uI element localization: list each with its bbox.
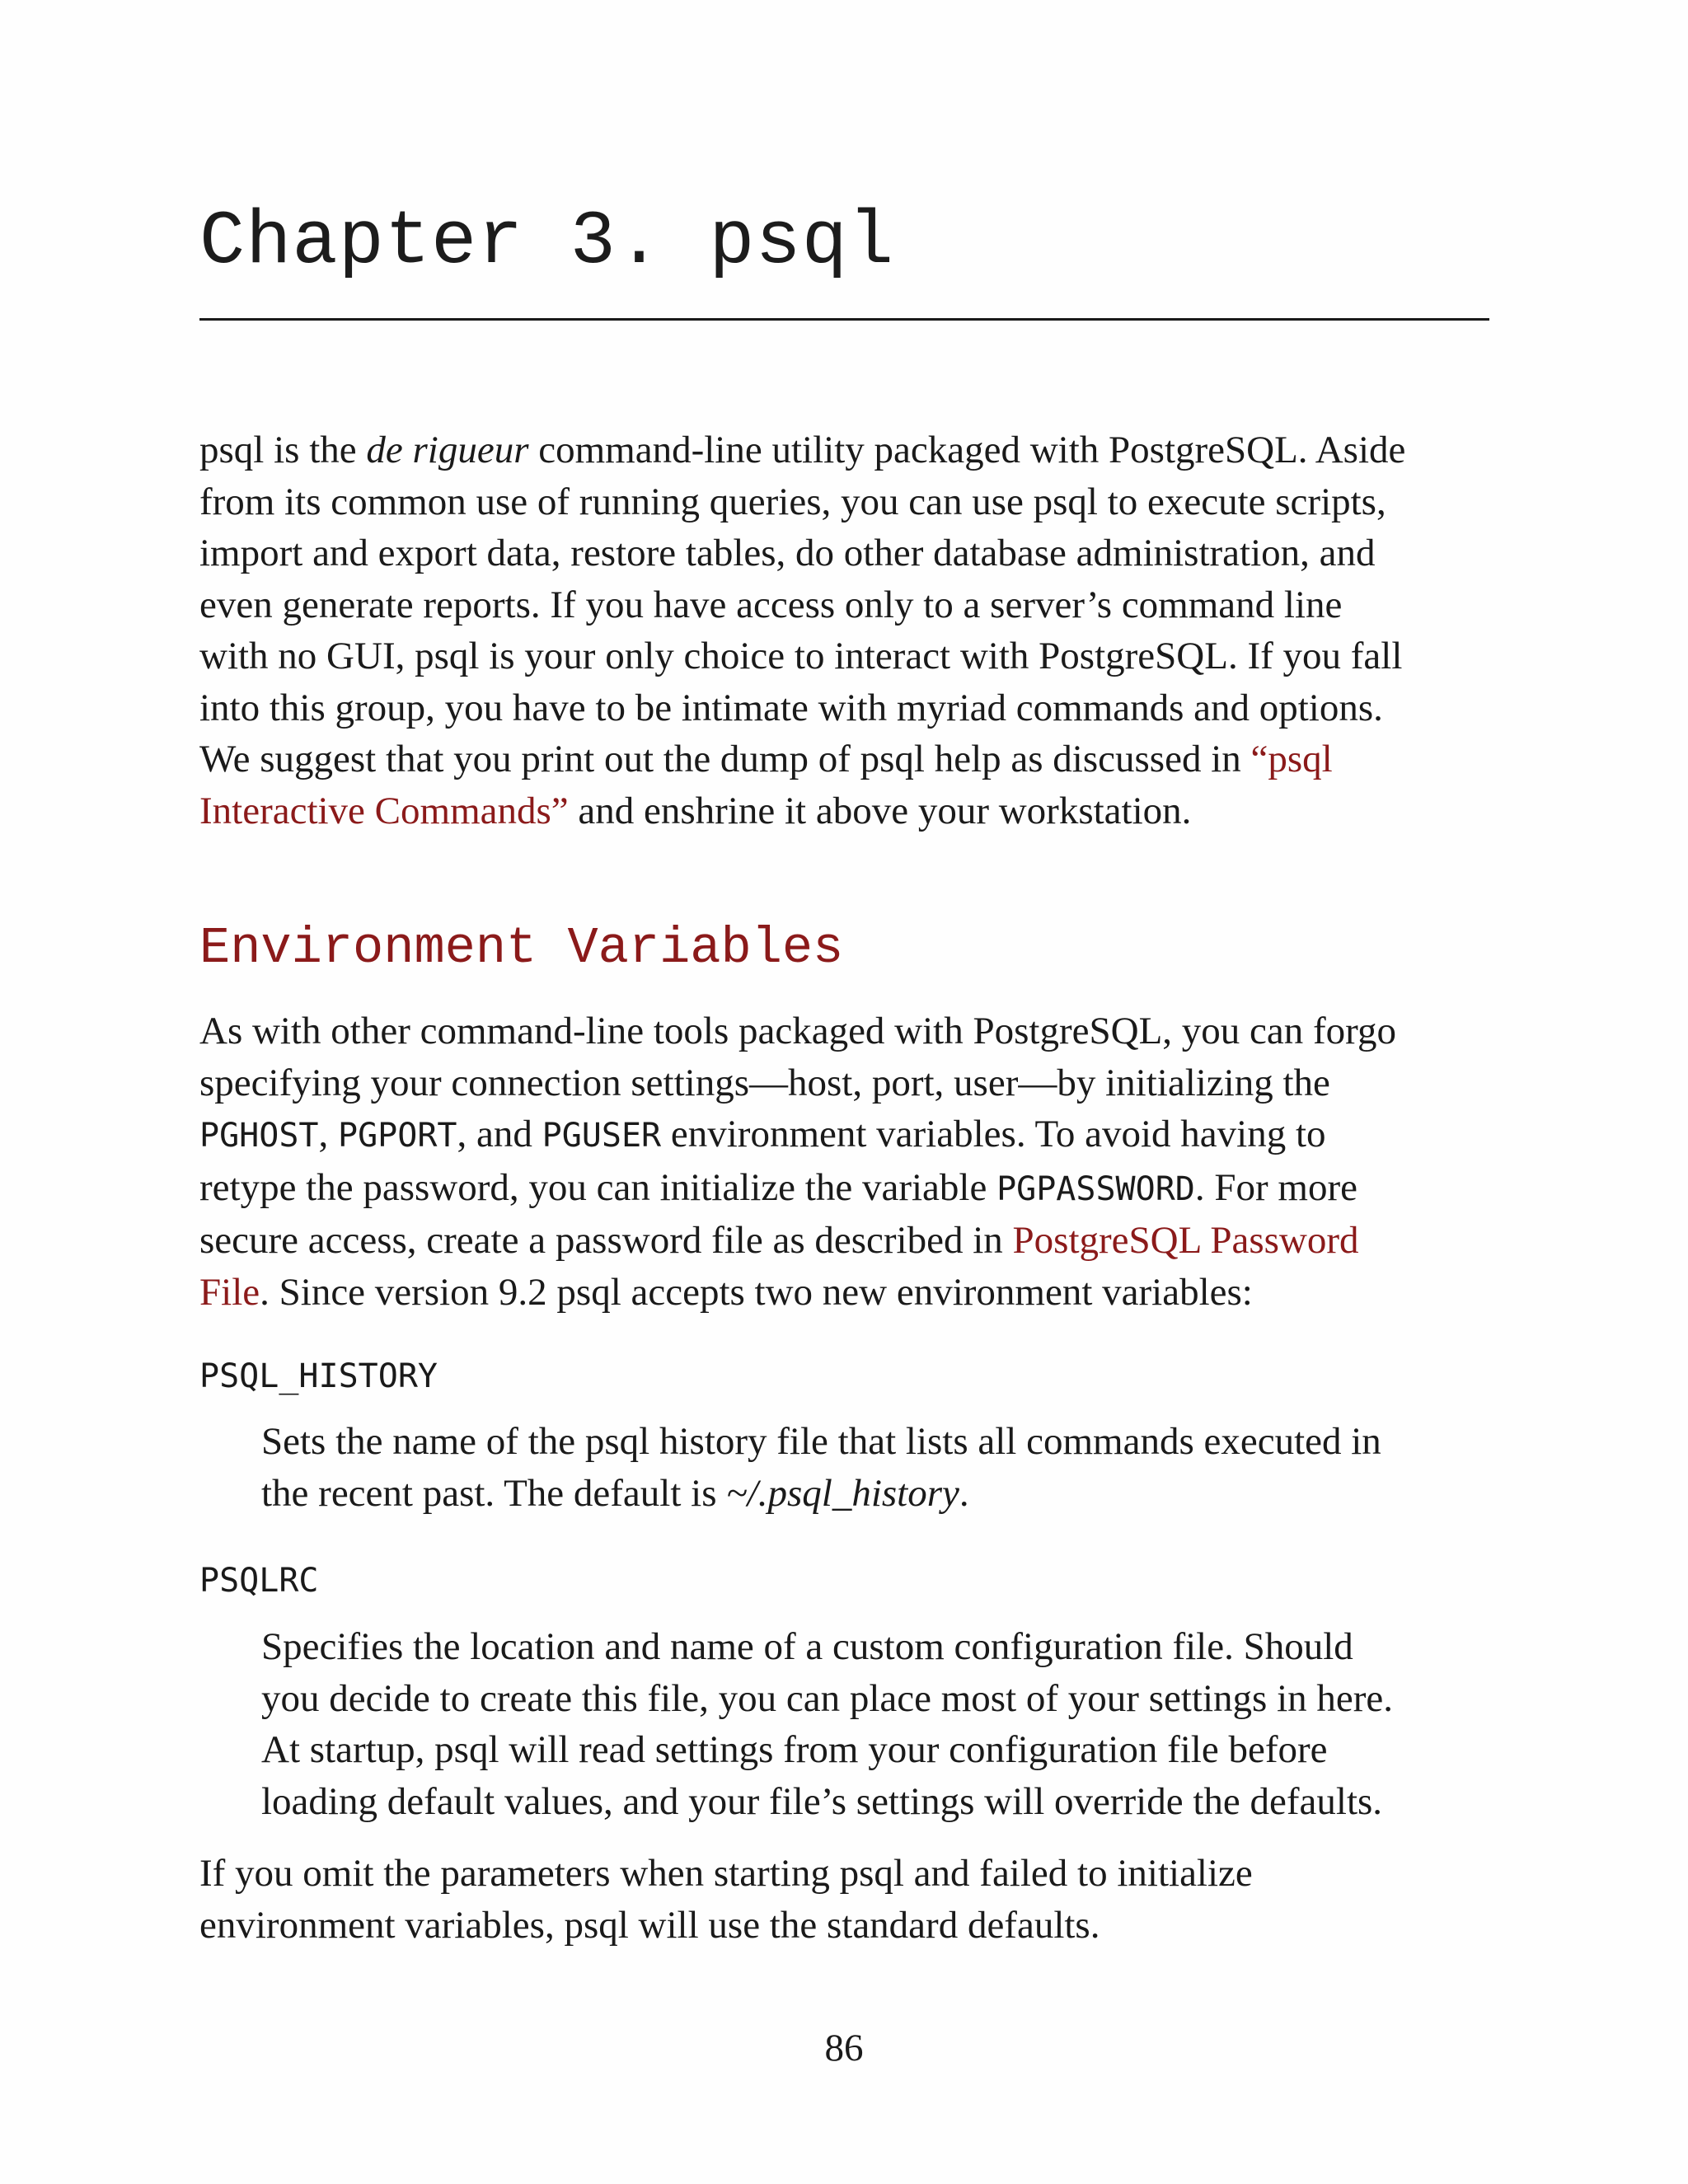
text-line: Sets the name of the psql history file that lists all commands executed in [261,1420,1381,1463]
closing-paragraph [199,1848,1493,1951]
text-line: with no GUI, psql is your only choice to interact with PostgreSQL. If you fall [199,635,1403,677]
text-line: At startup, psql will read settings from your configuration file before [261,1728,1328,1771]
text-line: you decide to create this file, you can place most of your settings in here. [261,1676,1394,1720]
chapter-title-rule [199,318,1489,321]
text-line: environment variables, psql will use the standard defaults. [199,1903,1100,1947]
psql-interactive-commands-link[interactable]: “psql [1250,738,1333,780]
text-line: import and export data, restore tables, do other database administration, and [199,532,1376,574]
env-var-pgpassword: PGPASSWORD [996,1169,1195,1208]
text-line: Specifies the location and name of a custom configuration file. Should [261,1625,1353,1668]
text-line: even generate reports. If you have access only to a server’s command line [199,583,1343,626]
env-var-pgport: PGPORT [338,1117,457,1155]
postgresql-password-file-link-cont[interactable]: File [199,1270,260,1314]
term-psqlrc: PSQLRC [199,1562,319,1600]
text-line: psql is the de rigueur command-line utility packaged with PostgreSQL. Aside [199,429,1406,471]
text-line: into this group, you have to be intimate with myriad commands and options. [199,686,1383,729]
chapter-title: Chapter 3. psql [199,199,895,285]
text-line: Interactive Commands” and enshrine it above your workstation. [199,789,1192,832]
text-line: As with other command-line tools packaged with PostgreSQL, you can forgo [199,1010,1396,1052]
definition-psql-history [261,1416,1498,1519]
text-line: We suggest that you print out the dump of psql help as discussed in “psql [199,738,1333,780]
text-line: loading default values, and your file’s settings will override the defaults. [261,1779,1383,1823]
text-line: specifying your connection settings—host, port, user—by initializing the [199,1061,1330,1104]
text-line: PGHOST, PGPORT, and PGUSER environment variables. To avoid having to [199,1113,1326,1155]
section-title-environment-variables: Environment Variables [199,919,844,977]
env-var-pghost: PGHOST [199,1117,319,1155]
postgresql-password-file-link[interactable]: PostgreSQL Password [1012,1219,1359,1262]
text-line: secure access, create a password file as described in PostgreSQL Password [199,1219,1359,1262]
environment-paragraph [199,1005,1493,1318]
intro-paragraph [199,424,1493,837]
text-line: from its common use of running queries, you can use psql to execute scripts, [199,480,1386,523]
definition-psqlrc [261,1621,1498,1827]
filename-emphasis: ~/.psql_history [726,1471,959,1515]
term-psql-history: PSQL_HISTORY [199,1357,438,1395]
text-line: the recent past. The default is ~/.psql_history. [261,1471,969,1515]
text-line: File. Since version 9.2 psql accepts two new environment variables: [199,1270,1253,1314]
psql-interactive-commands-link-cont[interactable]: Interactive Commands” [199,789,569,832]
text-line: If you omit the parameters when starting psql and failed to initialize [199,1852,1253,1895]
page-number: 86 [824,2027,864,2069]
env-var-pguser: PGUSER [542,1117,662,1155]
text-line: retype the password, you can initialize the variable PGPASSWORD. For more [199,1165,1358,1209]
emphasis: de rigueur [366,429,529,471]
